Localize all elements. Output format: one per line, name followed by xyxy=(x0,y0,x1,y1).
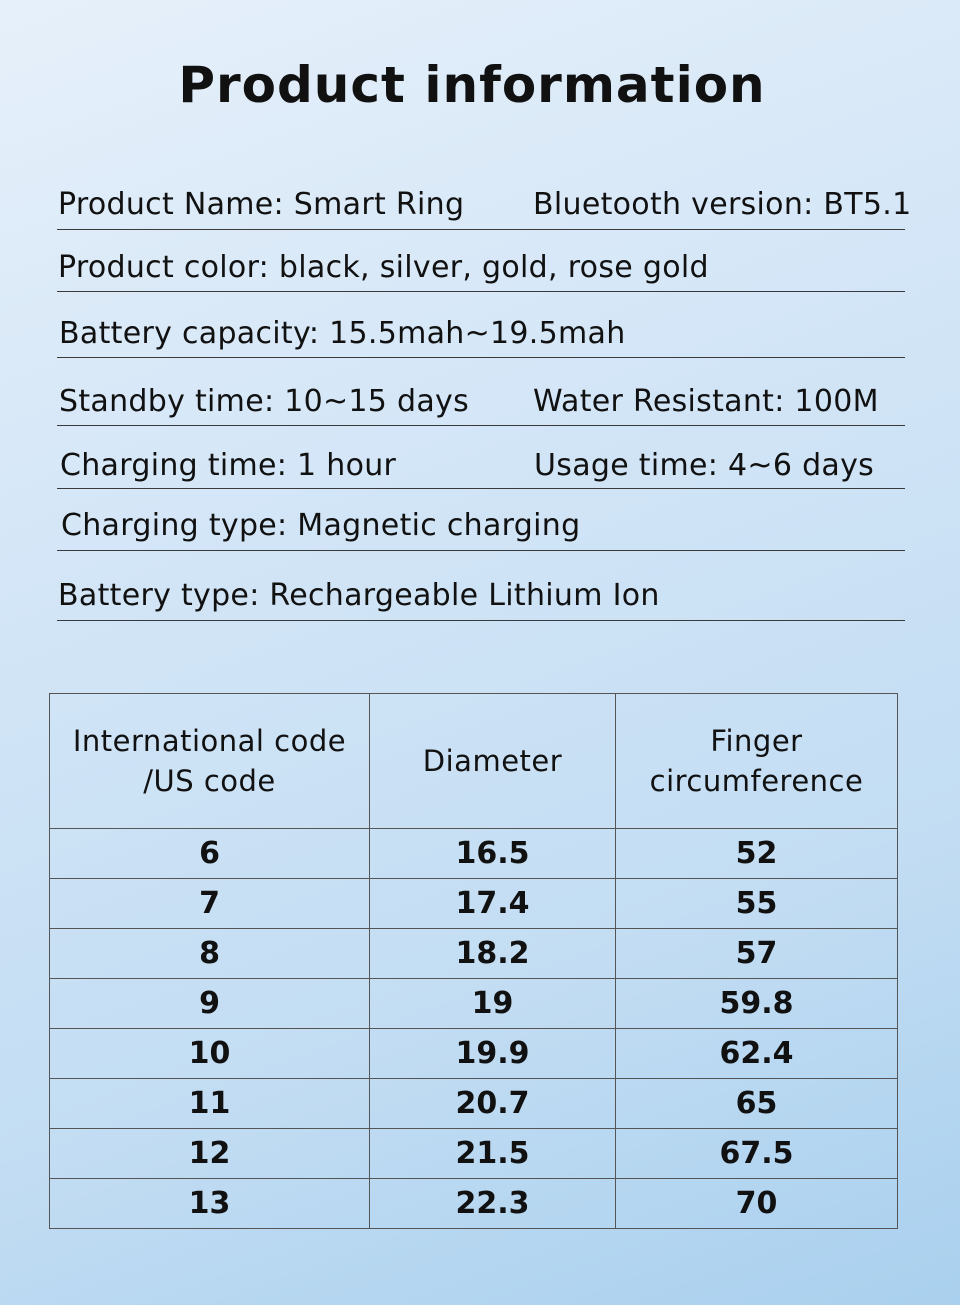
table-row xyxy=(50,1129,898,1179)
table-row xyxy=(50,929,898,979)
cell-diameter: 22.3 xyxy=(370,1179,616,1229)
cell-code: 10 xyxy=(50,1029,370,1079)
header-code-line1: International code xyxy=(72,724,347,758)
header-finger-line2: circumference xyxy=(649,764,864,798)
cell-circumference: 65 xyxy=(616,1079,898,1129)
spec-product-color: Product color: black, silver, gold, rose gold xyxy=(58,250,709,285)
spec-battery-capacity: Battery capacity: 15.5mah~19.5mah xyxy=(59,316,626,351)
cell-code: 8 xyxy=(50,929,370,979)
cell-diameter: 16.5 xyxy=(370,829,616,879)
table-row xyxy=(50,1179,898,1229)
cell-code: 13 xyxy=(50,1179,370,1229)
spec-product-name: Product Name: Smart Ring xyxy=(58,187,465,222)
cell-circumference: 52 xyxy=(616,829,898,879)
table-row xyxy=(50,979,898,1029)
header-diameter-label: Diameter xyxy=(422,744,563,778)
header-international-code xyxy=(50,694,370,829)
spec-charging-time: Charging time: 1 hour xyxy=(60,448,397,483)
header-code-line2: /US code xyxy=(143,764,276,798)
cell-circumference: 70 xyxy=(616,1179,898,1229)
table-row xyxy=(50,879,898,929)
cell-diameter: 19.9 xyxy=(370,1029,616,1079)
header-finger-line1: Finger xyxy=(710,724,803,758)
spec-usage-time: Usage time: 4~6 days xyxy=(534,448,875,483)
cell-circumference: 62.4 xyxy=(616,1029,898,1079)
table-row xyxy=(50,1079,898,1129)
spec-row-battery-type xyxy=(57,576,905,621)
cell-code: 9 xyxy=(50,979,370,1029)
header-finger-circumference xyxy=(616,694,898,829)
cell-circumference: 55 xyxy=(616,879,898,929)
cell-circumference: 57 xyxy=(616,929,898,979)
cell-diameter: 19 xyxy=(370,979,616,1029)
cell-code: 7 xyxy=(50,879,370,929)
header-diameter xyxy=(370,694,616,829)
cell-diameter: 21.5 xyxy=(370,1129,616,1179)
cell-code: 11 xyxy=(50,1079,370,1129)
size-table xyxy=(49,693,898,1229)
spec-battery-type: Battery type: Rechargeable Lithium Ion xyxy=(58,578,660,613)
cell-diameter: 17.4 xyxy=(370,879,616,929)
spec-standby-time: Standby time: 10~15 days xyxy=(59,384,470,419)
table-row xyxy=(50,829,898,879)
spec-bluetooth-version: Bluetooth version: BT5.1 xyxy=(533,187,912,222)
cell-diameter: 18.2 xyxy=(370,929,616,979)
spec-row-name-bluetooth xyxy=(57,185,912,230)
cell-code: 12 xyxy=(50,1129,370,1179)
spec-row-charging-type xyxy=(57,506,905,551)
spec-row-standby-water xyxy=(57,382,905,426)
cell-circumference: 59.8 xyxy=(616,979,898,1029)
spec-water-resistant: Water Resistant: 100M xyxy=(533,384,879,419)
spec-row-color xyxy=(57,248,905,292)
cell-circumference: 67.5 xyxy=(616,1129,898,1179)
table-header-row xyxy=(50,694,898,829)
table-row xyxy=(50,1029,898,1079)
cell-diameter: 20.7 xyxy=(370,1079,616,1129)
cell-code: 6 xyxy=(50,829,370,879)
spec-row-charging-usage xyxy=(57,446,905,489)
spec-charging-type: Charging type: Magnetic charging xyxy=(61,508,581,543)
page-title: Product information xyxy=(178,56,766,114)
spec-row-battery-capacity xyxy=(57,316,905,358)
